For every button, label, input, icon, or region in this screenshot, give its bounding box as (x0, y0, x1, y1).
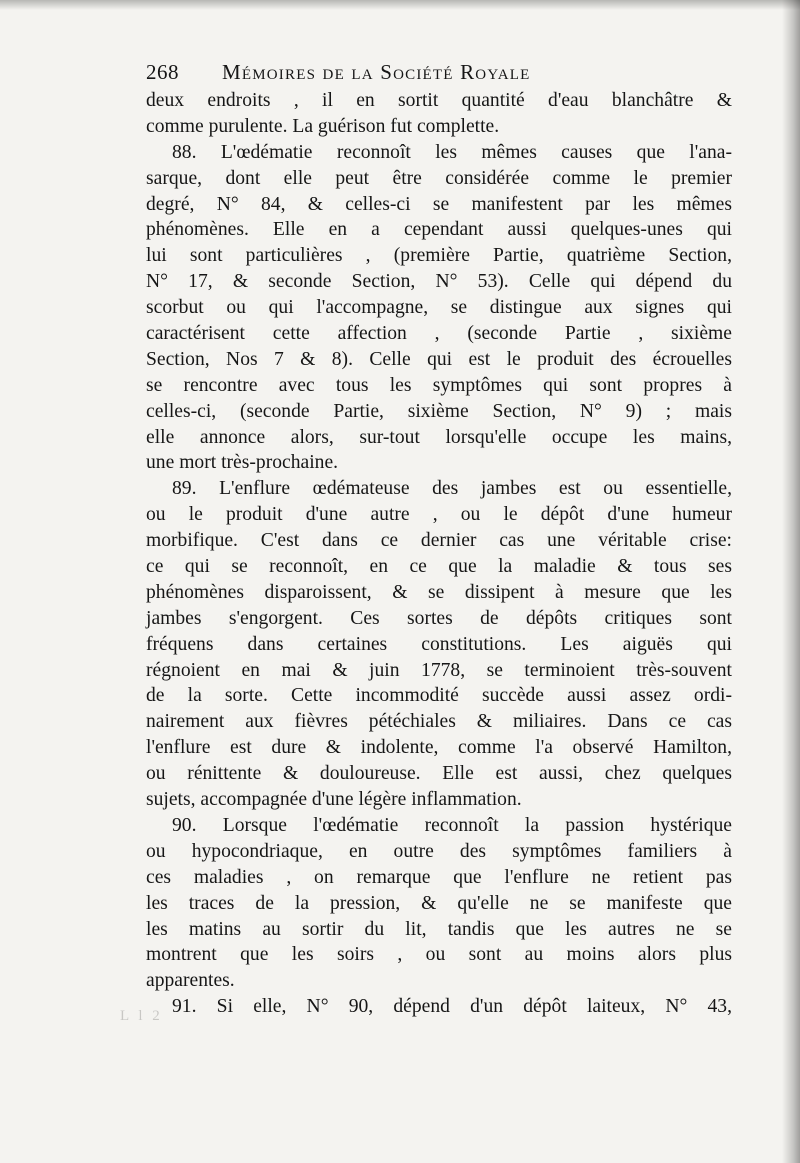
text-line: comme purulente. La guérison fut complette. (146, 115, 500, 137)
page-shadow-top (0, 0, 800, 10)
text-line: phénomènes. Elle en a cependant aussi quelques-unes qui (146, 219, 732, 241)
body-text (146, 88, 732, 1020)
text-line: fréquens dans certaines constitutions. Les aiguës qui (146, 633, 732, 655)
text-line: montrent que les soirs , ou sont au moins alors plus (146, 944, 732, 966)
text-line: caractérisent cette affection , (seconde Partie , sixième (146, 323, 732, 345)
text-line: ces maladies , on remarque que l'enflure ne retient pas (146, 866, 732, 888)
text-line: ou rénittente & douloureuse. Elle est aussi, chez quelques (146, 763, 732, 785)
text-line: 89. L'enflure œdémateuse des jambes est ou essentielle, (172, 478, 732, 500)
text-line: jambes s'engorgent. Ces sortes de dépôts critiques sont (146, 607, 732, 629)
text-line: Section, Nos 7 & 8). Celle qui est le produit des écrouelles (146, 348, 732, 370)
text-line: sujets, accompagnée d'une légère inflammation. (146, 789, 522, 811)
text-line: régnoient en mai & juin 1778, se terminoient très-souvent (146, 659, 732, 681)
book-page (146, 58, 732, 1020)
text-line: elle annonce alors, sur-tout lorsqu'elle occupe les mains, (146, 426, 732, 448)
text-line: 91. Si elle, N° 90, dépend d'un dépôt laiteux, N° 43, (172, 996, 732, 1018)
text-line: 88. L'œdématie reconnoît les mêmes causes que l'ana- (172, 141, 732, 163)
running-header (146, 58, 732, 88)
text-line: apparentes. (146, 970, 235, 992)
text-line: ce qui se reconnoît, en ce que la maladie & tous ses (146, 556, 732, 578)
text-line: une mort très-prochaine. (146, 452, 339, 474)
text-line: les matins au sortir du lit, tandis que les autres ne se (146, 918, 732, 940)
bleed-through-signature: L l 2 (120, 1008, 163, 1024)
page-shadow-right (782, 0, 800, 1163)
text-line: se rencontre avec tous les symptômes qui sont propres à (146, 374, 732, 396)
page-number: 268 (146, 60, 179, 84)
text-line: ou hypocondriaque, en outre des symptômes familiers à (146, 840, 732, 862)
text-line: de la sorte. Cette incommodité succède aussi assez ordi- (146, 685, 732, 707)
text-line: sarque, dont elle peut être considérée comme le premier (146, 167, 732, 189)
text-line: nairement aux fièvres pétéchiales & miliaires. Dans ce cas (146, 711, 732, 733)
text-line: lui sont particulières , (première Partie, quatrième Section, (146, 245, 732, 267)
text-line: les traces de la pression, & qu'elle ne se manifeste que (146, 892, 732, 914)
text-line: deux endroits , il en sortit quantité d'eau blanchâtre & (146, 90, 732, 111)
text-line: ou le produit d'une autre , ou le dépôt d'une humeur (146, 504, 732, 526)
text-line: morbifique. C'est dans ce dernier cas une véritable crise: (146, 530, 732, 552)
text-line: l'enflure est dure & indolente, comme l'a observé Hamilton, (146, 737, 732, 759)
text-line: degré, N° 84, & celles-ci se manifestent par les mêmes (146, 193, 732, 215)
text-line: celles-ci, (seconde Partie, sixième Section, N° 9) ; mais (146, 400, 732, 422)
running-title: Mémoires de la Société Royale (222, 60, 531, 84)
text-line: phénomènes disparoissent, & se dissipent à mesure que les (146, 581, 732, 603)
text-line: scorbut ou qui l'accompagne, se distingue aux signes qui (146, 297, 732, 319)
text-line: 90. Lorsque l'œdématie reconnoît la passion hystérique (172, 814, 732, 836)
text-line: N° 17, & seconde Section, N° 53). Celle qui dépend du (146, 271, 732, 293)
